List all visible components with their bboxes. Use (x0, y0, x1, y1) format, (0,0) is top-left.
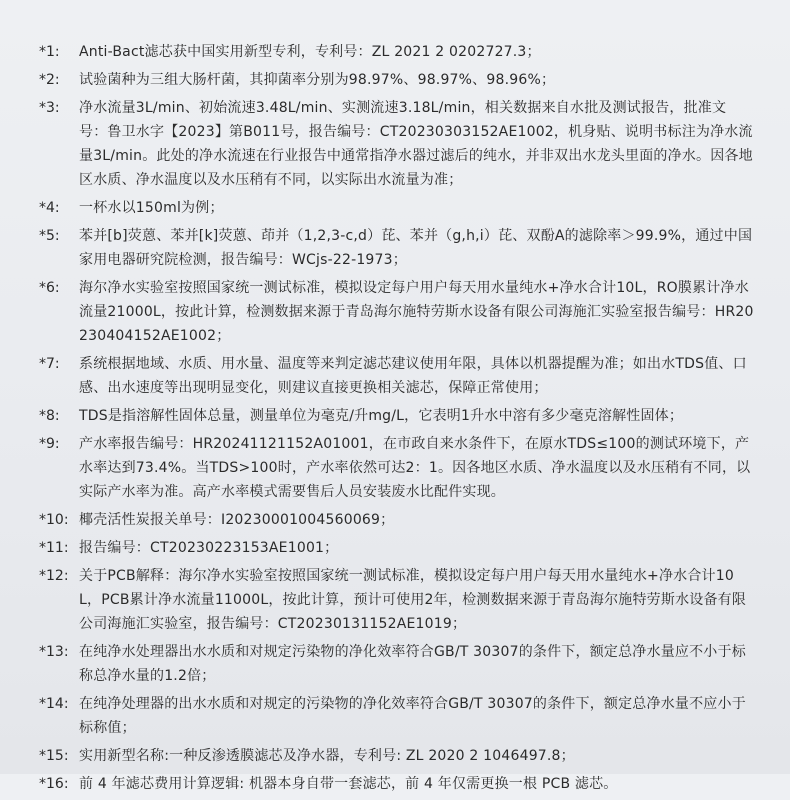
footnote-marker: *1: (39, 44, 60, 60)
footnote-marker: *4: (39, 200, 60, 216)
footnote-marker: *15: (39, 748, 69, 764)
footnote-text: 在纯净处理器的出水水质和对规定的污染物的净化效率符合GB/T 30307的条件下，额定总净水量不应小于标称值； (79, 696, 746, 736)
footnote-marker: *3: (39, 100, 60, 116)
footnote-1 (0, 40, 790, 64)
footnote-2 (0, 68, 790, 92)
footnote-text: 在纯净水处理器出水水质和对规定污染物的净化效率符合GB/T 30307的条件下，额定总净水量应不小于标称总净水量的1.2倍； (79, 644, 746, 684)
footnote-9 (0, 432, 790, 504)
footnote-text: 苯并[b]荧蒽、苯并[k]荧蒽、茚并（1,2,3-c,d）芘、苯并（g,h,i）芘、双酚A的滤除率＞99.9%，通过中国家用电器研究院检测，报告编号：WCjs-22-1973； (79, 228, 753, 268)
footnote-5 (0, 224, 790, 272)
footnote-11 (0, 536, 790, 560)
footnote-text: 前 4 年滤芯费用计算逻辑: 机器本身自带一套滤芯，前 4 年仅需更换一根 PCB 滤芯。 (79, 776, 618, 792)
footnote-3 (0, 96, 790, 192)
footnote-marker: *8: (39, 408, 60, 424)
footnote-text: 椰壳活性炭报关单号：I20230001004560069； (79, 512, 395, 528)
footnote-marker: *7: (39, 356, 60, 372)
footnote-text: Anti-Bact滤芯获中国实用新型专利，专利号：ZL 2021 2 0202727.3； (79, 44, 541, 60)
footnote-16 (0, 772, 790, 796)
footnote-marker: *13: (39, 644, 69, 660)
footnote-6 (0, 276, 790, 348)
footnote-text: 产水率报告编号：HR20241121152A01001，在市政自来水条件下，在原水TDS≤100的测试环境下，产水率达到73.4%。当TDS>100时，产水率依然可达2：1。因各地区水质、净水温度以及水压稍有不同，以实际产水率为准。高产水率模式需要售后人员安装废水比配件实现。 (79, 436, 751, 500)
footnote-text: 净水流量3L/min、初始流速3.48L/min、实测流速3.18L/min，相关数据来自水批及测试报告，批准文号：鲁卫水字【2023】第B011号，报告编号：CT20230303152AE1002，机身贴、说明书标注为净水流量3L/min。此处的净水流速在行业报告中通常指净水器过滤后的纯水，并非双出水龙头里面的净水。因各地区水质、净水温度以及水压稍有不同，以实际出水流量为准； (79, 100, 753, 188)
footnote-7 (0, 352, 790, 400)
footnote-text: 试验菌种为三组大肠杆菌，其抑菌率分别为98.97%、98.97%、98.96%； (79, 72, 556, 88)
footnote-4 (0, 196, 790, 220)
footnote-text: 海尔净水实验室按照国家统一测试标准，模拟设定每户用户每天用水量纯水+净水合计10L，RO膜累计净水流量21000L，按此计算，检测数据来源于青岛海尔施特劳斯水设备有限公司海施汇实验室报告编号：HR20230404152AE1002； (79, 280, 754, 344)
footnote-text: 关于PCB解释：海尔净水实验室按照国家统一测试标准，模拟设定每户用户每天用水量纯水+净水合计10L，PCB累计净水流量11000L，按此计算，预计可使用2年，检测数据来源于青岛海尔施特劳斯水设备有限公司海施汇实验室，报告编号：CT20230131152AE1019； (79, 568, 747, 632)
footnote-marker: *14: (39, 696, 69, 712)
footnote-14 (0, 692, 790, 740)
footnote-10 (0, 508, 790, 532)
footnote-8 (0, 404, 790, 428)
footnote-marker: *11: (39, 540, 69, 556)
footnote-text: TDS是指溶解性固体总量，测量单位为毫克/升mg/L，它表明1升水中溶有多少毫克溶解性固体； (79, 408, 684, 424)
footnote-marker: *12: (39, 568, 69, 584)
footnote-marker: *5: (39, 228, 60, 244)
footnote-marker: *6: (39, 280, 60, 296)
footnote-text: 实用新型名称:一种反渗透膜滤芯及净水器，专利号: ZL 2020 2 1046497.8； (79, 748, 575, 764)
footnote-12 (0, 564, 790, 636)
footnote-13 (0, 640, 790, 688)
footnote-marker: *2: (39, 72, 60, 88)
footnote-marker: *9: (39, 436, 60, 452)
footnote-text: 一杯水以150ml为例； (79, 200, 224, 216)
footnote-marker: *16: (39, 776, 69, 792)
footnote-text: 报告编号：CT20230223153AE1001； (79, 540, 339, 556)
footnote-text: 系统根据地域、水质、用水量、温度等来判定滤芯建议使用年限，具体以机器提醒为准；如出水TDS值、口感、出水速度等出现明显变化，则建议直接更换相关滤芯，保障正常使用； (79, 356, 747, 396)
footnote-15 (0, 744, 790, 768)
footnote-marker: *10: (39, 512, 69, 528)
